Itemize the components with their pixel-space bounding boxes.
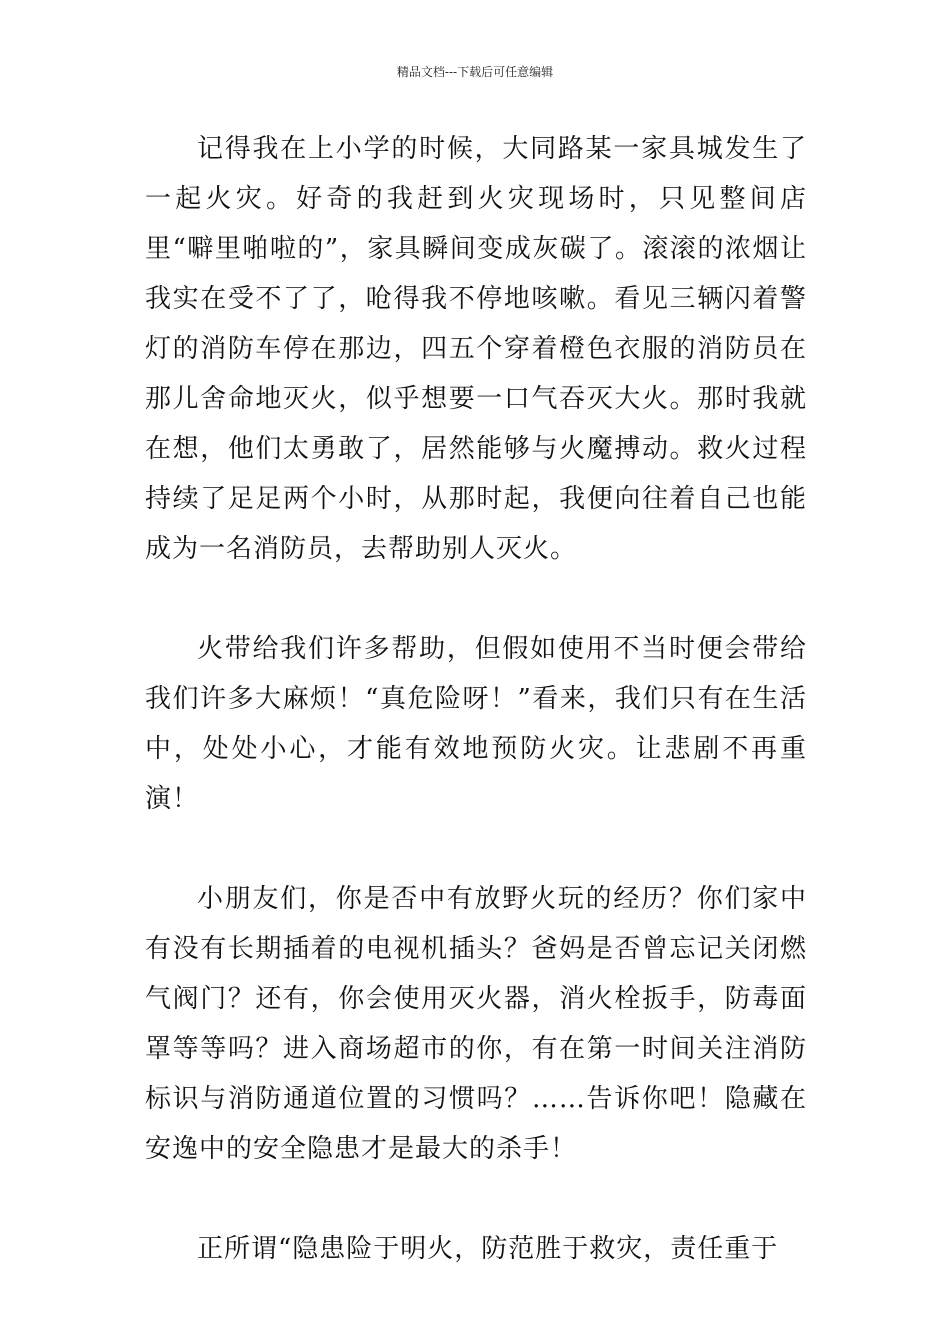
paragraph-gap [145,1174,807,1224]
paragraph-safety-questions: 小朋友们，你是否中有放野火玩的经历？你们家中有没有长期插着的电视机插头？爸妈是否曾忘记关闭燃气阀门？还有，你会使用灭火器，消火栓扳手，防毒面罩等等吗？进入商场超市的你，有在第一时间关注消防标识与消防通道位置的习惯吗？……告诉你吧！隐藏在安逸中的安全隐患才是最大的杀手！ [145,884,807,1164]
paragraph-gap [145,824,807,874]
paragraph-fire-memory: 记得我在上小学的时候，大同路某一家具城发生了一起火灾。好奇的我赶到火灾现场时，只见整间店里“噼里啪啦的”，家具瞬间变成灰碳了。滚滚的浓烟让我实在受不了了，呛得我不停地咳嗽。看见三辆闪着警灯的消防车停在那边，四五个穿着橙色衣服的消防员在那儿舍命地灭火，似乎想要一口气吞灭大火。那时我就在想，他们太勇敢了，居然能够与火魔搏动。救火过程持续了足足两个小时，从那时起，我便向往着自己也能成为一名消防员，去帮助别人灭火。 [145,134,807,564]
paragraph-saying: 正所谓“隐患险于明火，防范胜于救灾，责任重于 [197,1234,779,1264]
paragraph-fire-help: 火带给我们许多帮助，但假如使用不当时便会带给我们许多大麻烦！“真危险呀！”看来，我们只有在生活中，处处小心，才能有效地预防火灾。让悲剧不再重演！ [145,634,807,814]
paragraph-gap [145,574,807,624]
document-body [145,124,807,1274]
page-header: 精品文档---下载后可任意编辑 [396,65,554,79]
